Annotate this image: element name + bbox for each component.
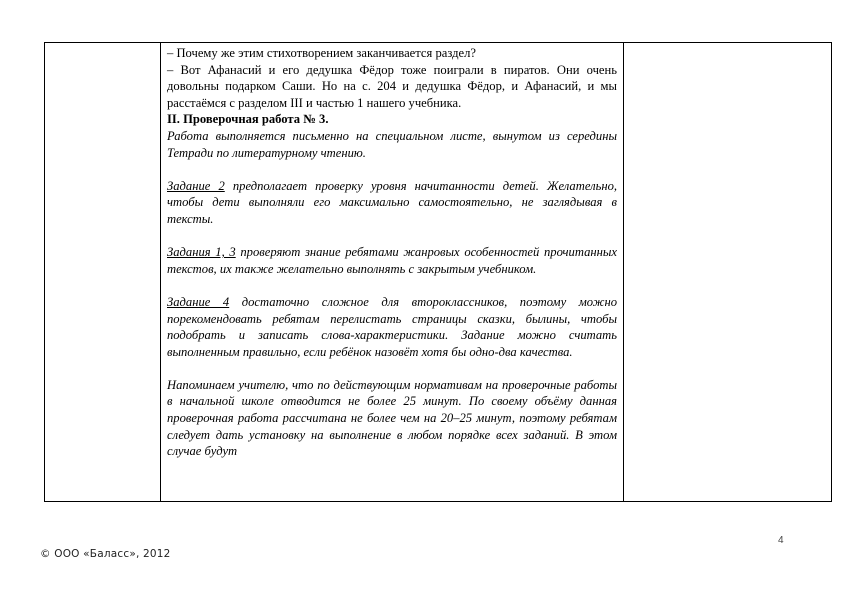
task-1-3-paragraph <box>167 244 617 277</box>
reminder-paragraph: Напоминаем учителю, что по действующим нормативам на проверочные работы в начальной школе отводится не более 25 минут. По своему объёму данная проверочная работа рассчитана не более чем на 20–25 минут, поэтому ребятам следует дать установку на выполнение в любом порядке всех заданий. В этом случае будут <box>167 377 617 459</box>
content-cell <box>161 43 624 502</box>
task-4-paragraph <box>167 294 617 360</box>
right-column-cell <box>624 43 832 502</box>
dialogue-line-1: – Почему же этим стихотворением заканчивается раздел? <box>167 46 476 60</box>
left-column-cell <box>45 43 161 502</box>
content-text <box>161 43 623 460</box>
task-2-text: предполагает проверку уровня начитанности детей. Желательно, чтобы дети выполняли его максимально самостоятельно, не заглядывая в тексты. <box>167 178 618 226</box>
page-number: 4 <box>778 535 784 546</box>
copyright-footer: © ООО «Баласс», 2012 <box>40 548 171 560</box>
task-1-3-text: проверяют знание ребятами жанровых особенностей прочитанных текстов, их также желательно выполнять с закрытым учебником. <box>167 245 618 276</box>
task-1-3-label: Задания 1, 3 <box>167 245 236 260</box>
section-heading: II. Проверочная работа № 3. <box>167 112 329 127</box>
table-row <box>45 43 832 502</box>
task-4-label: Задание 4 <box>167 294 230 309</box>
task-2-label: Задание 2 <box>167 178 225 193</box>
lesson-table <box>44 42 832 502</box>
intro-paragraph: Работа выполняется письменно на специальном листе, вынутом из середины Тетради по литературному чтению. <box>167 128 617 160</box>
task-4-text: достаточно сложное для второклассников, поэтому можно порекомендовать ребятам перелистать страницы сказки, былины, чтобы подобрать и записать слова-характеристики. Задание можно считать выполненным правильно, если ребёнок назовёт хотя бы одно-два качества. <box>167 294 618 359</box>
dialogue-line-2: – Вот Афанасий и его дедушка Фёдор тоже поиграли в пиратов. Они очень довольны подарком Саши. Но на с. 204 и дедушка Фёдор, и Афанасий, и мы расстаёмся с разделом III и частью 1 нашего учебника. <box>167 62 617 110</box>
task-2-paragraph <box>167 178 617 228</box>
